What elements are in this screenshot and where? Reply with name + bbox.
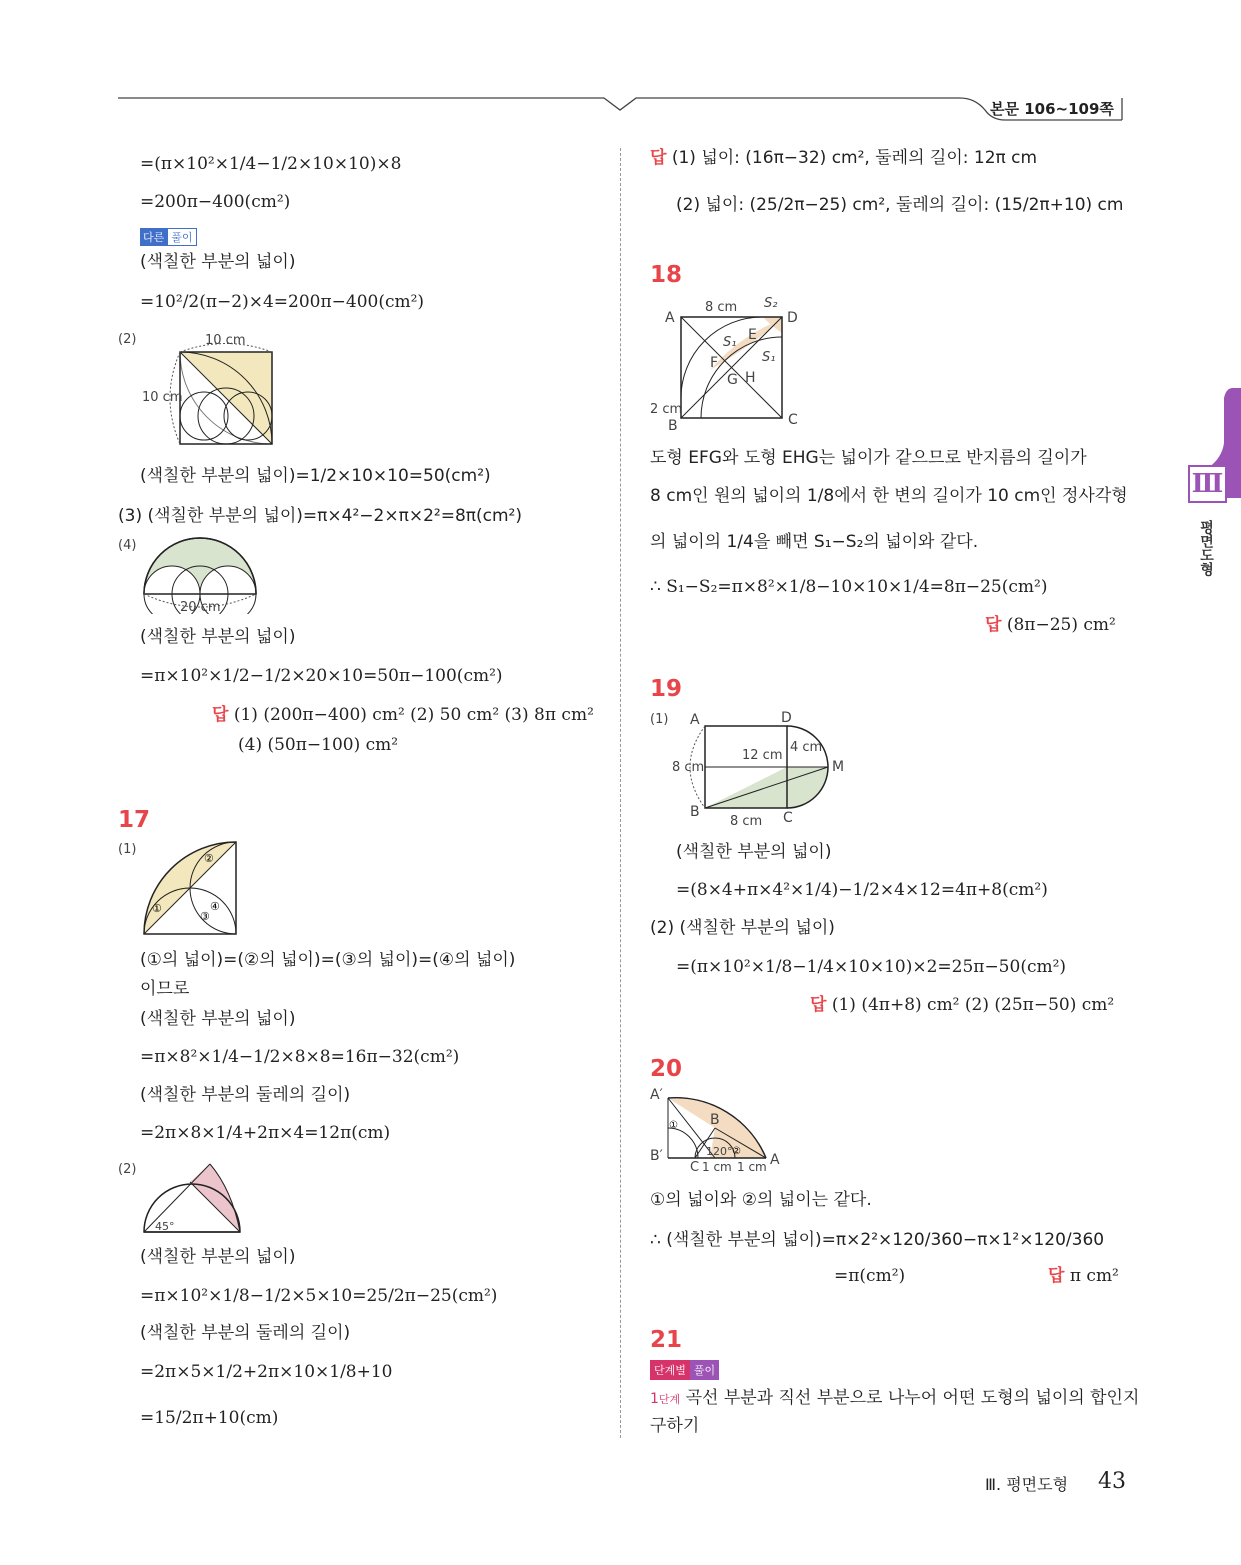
- fig18-S1: S₁: [723, 335, 737, 350]
- answer-18: [985, 613, 1116, 637]
- fig2-left-label: 10 cm: [142, 390, 183, 405]
- fig18-G: G: [727, 372, 738, 388]
- answer-mark-20: 답: [1048, 1266, 1065, 1286]
- footer-page-number: 43: [1098, 1469, 1126, 1494]
- left-line-3: (색칠한 부분의 넓이): [140, 252, 296, 272]
- right-line-2: 8 cm인 원의 넓이의 1/8에서 한 변의 길이가 10 cm인 정사각형: [650, 486, 1128, 506]
- svg-text:③: ③: [200, 910, 210, 923]
- right-line-4: ∴ S₁−S₂=π×8²×1/8−10×10×1/4=8π−25(cm²): [650, 577, 1048, 597]
- left-line-11: (색칠한 부분의 넓이): [140, 1009, 296, 1029]
- answer-18-text: (8π−25) cm²: [1006, 615, 1116, 635]
- answer-mark-17: 답: [650, 148, 667, 168]
- right-line-3: 의 넓이의 1/4을 빼면 S₁−S₂의 넓이와 같다.: [650, 532, 979, 552]
- fig19-B: B: [690, 804, 700, 820]
- fig19-height: 8 cm: [672, 760, 705, 775]
- footer-chapter: Ⅲ. 평면도형: [985, 1475, 1069, 1494]
- left-line-12: =π×8²×1/4−1/2×8×8=16π−32(cm²): [140, 1047, 460, 1067]
- fig20-c2: 1 cm: [737, 1160, 767, 1174]
- fig20-C: C: [690, 1160, 700, 1175]
- left-line-7: (색칠한 부분의 넓이): [140, 627, 296, 647]
- fig18-D: D: [787, 310, 798, 326]
- answer-20-text: π cm²: [1069, 1266, 1119, 1286]
- fig4-bottom-label: 20 cm: [180, 600, 221, 615]
- right-line-9: =(π×10²×1/8−1/4×10×10)×2=25π−50(cm²): [676, 957, 1067, 977]
- fig19-bottom: 8 cm: [730, 814, 763, 829]
- left-line-18: =2π×5×1/2+2π×10×1/8+10: [140, 1362, 393, 1382]
- left-line-17: (색칠한 부분의 둘레의 길이): [140, 1323, 351, 1343]
- left-line-9: (①의 넓이)=(②의 넓이)=(③의 넓이)=(④의 넓이): [140, 950, 516, 970]
- fig19-A: A: [690, 712, 700, 728]
- alt-tag-a: 다른: [140, 228, 167, 246]
- left-line-8: =π×10²×1/2−1/2×20×10=50π−100(cm²): [140, 666, 503, 686]
- answer-17-line1: [650, 146, 1037, 170]
- label-part-4: (4): [118, 538, 137, 553]
- answer-19-text: (1) (4π+8) cm² (2) (25π−50) cm²: [831, 995, 1115, 1015]
- fig18-E: E: [748, 327, 757, 343]
- left-line-2: =200π−400(cm²): [140, 192, 291, 212]
- label-19-1: (1): [650, 712, 669, 727]
- figure-17-1: [140, 838, 240, 938]
- fig20-c1: 1 cm: [702, 1160, 732, 1174]
- svg-text:①: ①: [669, 1120, 678, 1131]
- step-1-line: [650, 1386, 1139, 1412]
- step-word: 단계: [658, 1393, 681, 1406]
- fig18-S2: S₂: [764, 296, 778, 311]
- answer-16-line1: (1) (200π−400) cm² (2) 50 cm² (3) 8π cm²: [233, 705, 594, 725]
- left-line-1: =(π×10²×1/4−1/2×10×10)×8: [140, 154, 402, 174]
- label-part-2: (2): [118, 332, 137, 347]
- fig17-angle: 45°: [155, 1220, 175, 1233]
- fig19-D: D: [781, 710, 792, 726]
- answer-mark: 답: [212, 705, 229, 725]
- fig20-angle: 120°: [706, 1145, 733, 1158]
- fig20-A: A: [770, 1152, 780, 1168]
- fig2-top-label: 10 cm: [205, 333, 246, 348]
- question-number-19: 19: [650, 676, 683, 702]
- answer-block-16: [212, 703, 594, 727]
- step-1-text-cont: 구하기: [650, 1416, 700, 1436]
- answer-mark-18: 답: [985, 615, 1002, 635]
- fig18-top: 8 cm: [705, 300, 738, 315]
- left-line-13: (색칠한 부분의 둘레의 길이): [140, 1085, 351, 1105]
- fig20-B: B: [710, 1112, 720, 1128]
- svg-text:④: ④: [210, 900, 220, 913]
- right-line-13: =π(cm²): [834, 1266, 906, 1286]
- left-line-4: =10²/2(π−2)×4=200π−400(cm²): [140, 292, 425, 312]
- label-17-2: (2): [118, 1162, 137, 1177]
- fig18-S1b: S₁: [762, 350, 776, 365]
- alt-tag-b: 풀이: [167, 228, 196, 246]
- right-line-6: (색칠한 부분의 넓이): [676, 842, 832, 862]
- svg-text:①: ①: [152, 902, 162, 915]
- fig18-F: F: [710, 355, 719, 371]
- step-solution-tag: [650, 1359, 719, 1380]
- header-page-range: 본문 106~109쪽: [990, 100, 1114, 118]
- answer-19: [810, 993, 1114, 1017]
- fig20-B1: B′: [650, 1148, 663, 1164]
- fig19-radius: 4 cm: [790, 740, 823, 755]
- fig19-width: 12 cm: [742, 748, 783, 763]
- left-line-14: =2π×8×1/4+2π×4=12π(cm): [140, 1123, 391, 1143]
- fig19-C: C: [783, 810, 793, 826]
- alt-solution-tag: [140, 226, 197, 246]
- right-line-11: ①의 넓이와 ②의 넓이는 같다.: [650, 1190, 872, 1210]
- side-tab-roman: Ⅲ: [1188, 465, 1227, 503]
- question-number-20: 20: [650, 1056, 683, 1082]
- right-line-1: 도형 EFG와 도형 EHG는 넓이가 같으므로 반지름의 길이가: [650, 448, 1087, 468]
- step-tag-b: 풀이: [690, 1360, 719, 1380]
- right-line-7: =(8×4+π×4²×1/4)−1/2×4×12=4π+8(cm²): [676, 880, 1048, 900]
- svg-text:②: ②: [732, 1146, 741, 1157]
- fig18-H: H: [745, 370, 756, 386]
- left-line-16: =π×10²×1/8−1/2×5×10=25/2π−25(cm²): [140, 1286, 498, 1306]
- svg-text:②: ②: [204, 852, 214, 865]
- step-number: 1: [650, 1391, 659, 1407]
- fig19-M: M: [832, 759, 845, 775]
- left-line-5: (색칠한 부분의 넓이)=1/2×10×10=50(cm²): [140, 466, 491, 486]
- side-tab-label: 평면도형: [1198, 520, 1214, 576]
- answer-17-text2: (2) 넓이: (25/2π−25) cm², 둘레의 길이: (15/2π+10) cm: [676, 195, 1124, 215]
- fig18-left: 2 cm: [650, 402, 683, 417]
- fig18-C: C: [788, 412, 798, 428]
- step-tag-a: 단계별: [650, 1360, 690, 1380]
- answer-16-line2: (4) (50π−100) cm²: [238, 735, 399, 755]
- question-number-21: 21: [650, 1327, 683, 1353]
- column-divider: [620, 148, 621, 1438]
- answer-20: [1048, 1264, 1119, 1288]
- left-line-10: 이므로: [140, 979, 190, 999]
- label-17-1: (1): [118, 842, 137, 857]
- right-line-12: ∴ (색칠한 부분의 넓이)=π×2²×120/360−π×1²×120/360: [650, 1230, 1105, 1250]
- question-number-17: 17: [118, 807, 151, 833]
- fig20-A1: A′: [650, 1087, 663, 1103]
- left-line-15: (색칠한 부분의 넓이): [140, 1247, 296, 1267]
- fig18-A: A: [665, 310, 675, 326]
- fig18-B: B: [668, 418, 678, 434]
- left-line-19: =15/2π+10(cm): [140, 1408, 279, 1428]
- answer-17-text1: (1) 넓이: (16π−32) cm², 둘레의 길이: 12π cm: [671, 148, 1038, 168]
- left-line-6: (3) (색칠한 부분의 넓이)=π×4²−2×π×2²=8π(cm²): [118, 506, 522, 526]
- question-number-18: 18: [650, 262, 683, 288]
- answer-mark-19: 답: [810, 995, 827, 1015]
- step-1-text: 곡선 부분과 직선 부분으로 나누어 어떤 도형의 넓이의 합인지: [685, 1388, 1140, 1408]
- right-line-8: (2) (색칠한 부분의 넓이): [650, 918, 835, 938]
